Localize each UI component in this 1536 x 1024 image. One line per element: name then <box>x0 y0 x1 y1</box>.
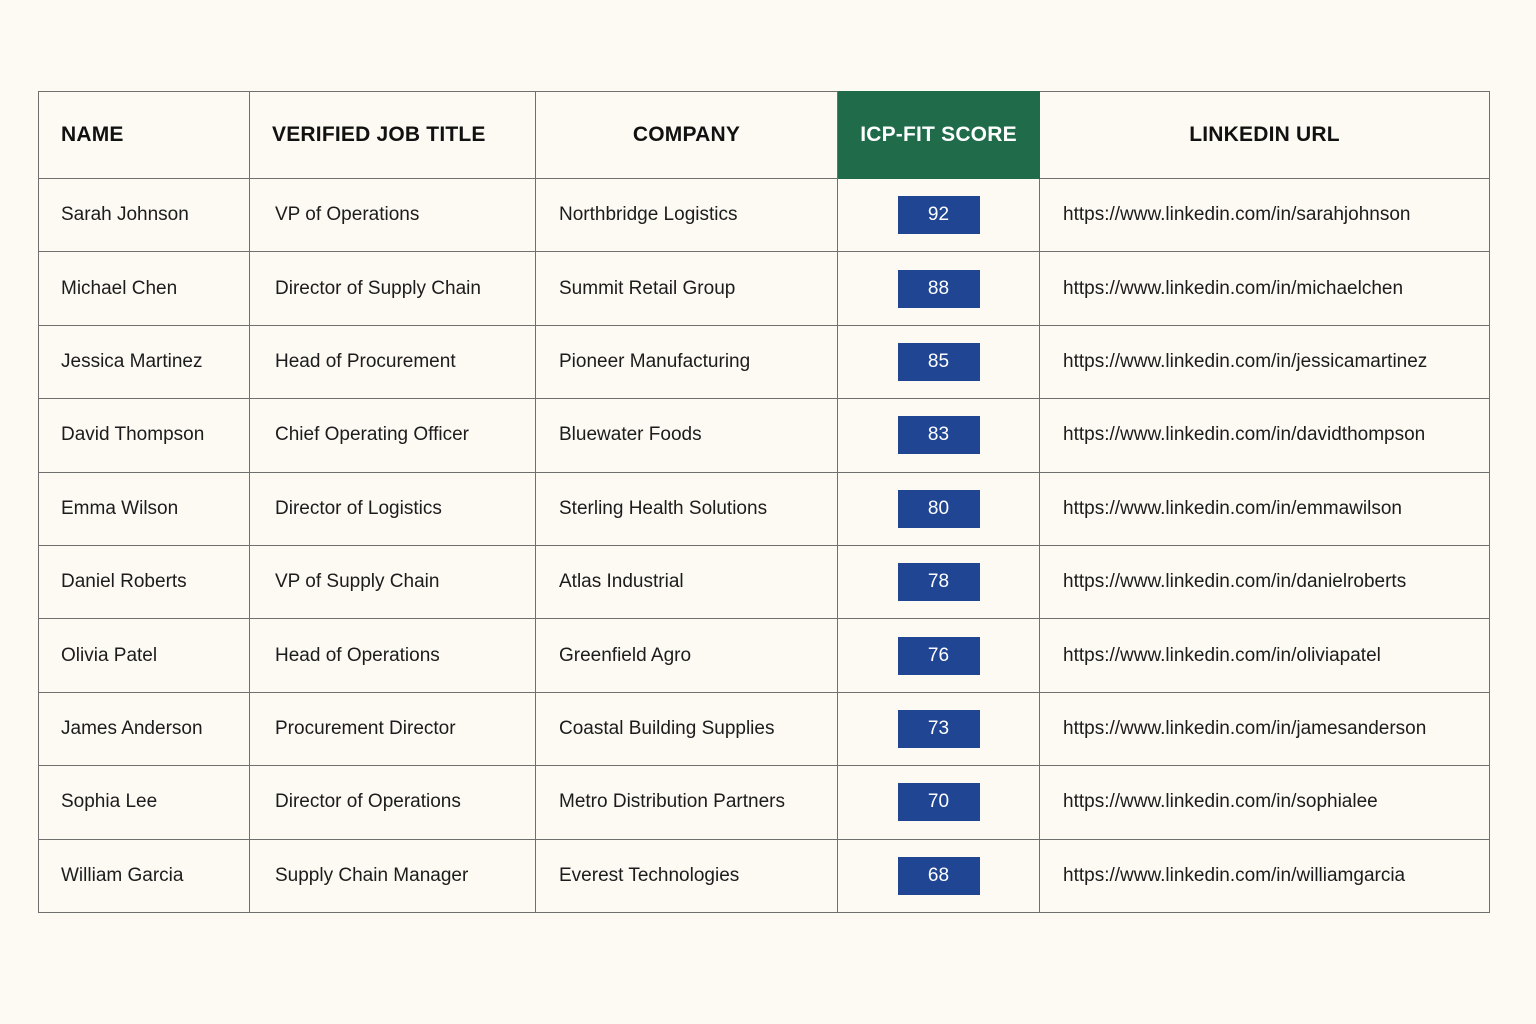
cell-linkedin-url[interactable]: https://www.linkedin.com/in/oliviapatel <box>1040 619 1490 692</box>
score-badge: 70 <box>898 783 980 821</box>
cell-linkedin-url[interactable]: https://www.linkedin.com/in/michaelchen <box>1040 252 1490 325</box>
cell-company: Atlas Industrial <box>536 545 838 618</box>
cell-company: Summit Retail Group <box>536 252 838 325</box>
cell-linkedin-url[interactable]: https://www.linkedin.com/in/jessicamartinez <box>1040 325 1490 398</box>
cell-company: Northbridge Logistics <box>536 179 838 252</box>
table-row <box>39 839 1490 912</box>
cell-linkedin-url[interactable]: https://www.linkedin.com/in/emmawilson <box>1040 472 1490 545</box>
cell-company: Sterling Health Solutions <box>536 472 838 545</box>
cell-job-title: VP of Supply Chain <box>250 545 536 618</box>
cell-job-title: Procurement Director <box>250 692 536 765</box>
score-badge: 80 <box>898 490 980 528</box>
score-badge: 85 <box>898 343 980 381</box>
cell-linkedin-url[interactable]: https://www.linkedin.com/in/jamesanderson <box>1040 692 1490 765</box>
column-header-icp-fit-score[interactable]: ICP-FIT SCORE <box>838 92 1040 179</box>
cell-name: Michael Chen <box>39 252 250 325</box>
cell-name: Sarah Johnson <box>39 179 250 252</box>
score-badge: 68 <box>898 857 980 895</box>
cell-score <box>838 619 1040 692</box>
cell-company: Everest Technologies <box>536 839 838 912</box>
cell-score <box>838 692 1040 765</box>
table-body <box>39 179 1490 913</box>
cell-company: Greenfield Agro <box>536 619 838 692</box>
cell-job-title: Supply Chain Manager <box>250 839 536 912</box>
cell-company: Bluewater Foods <box>536 399 838 472</box>
table-header-row <box>39 92 1490 179</box>
cell-name: Sophia Lee <box>39 766 250 839</box>
cell-score <box>838 545 1040 618</box>
score-badge: 73 <box>898 710 980 748</box>
cell-name: Daniel Roberts <box>39 545 250 618</box>
cell-name: William Garcia <box>39 839 250 912</box>
table-row <box>39 545 1490 618</box>
cell-company: Coastal Building Supplies <box>536 692 838 765</box>
cell-score <box>838 399 1040 472</box>
cell-name: Jessica Martinez <box>39 325 250 398</box>
score-badge: 88 <box>898 270 980 308</box>
cell-name: James Anderson <box>39 692 250 765</box>
cell-job-title: VP of Operations <box>250 179 536 252</box>
cell-name: Olivia Patel <box>39 619 250 692</box>
table-row <box>39 619 1490 692</box>
cell-job-title: Director of Supply Chain <box>250 252 536 325</box>
score-badge: 92 <box>898 196 980 234</box>
cell-name: Emma Wilson <box>39 472 250 545</box>
cell-linkedin-url[interactable]: https://www.linkedin.com/in/sarahjohnson <box>1040 179 1490 252</box>
cell-job-title: Head of Procurement <box>250 325 536 398</box>
table-row <box>39 252 1490 325</box>
table-row <box>39 472 1490 545</box>
table-row <box>39 766 1490 839</box>
score-badge: 83 <box>898 416 980 454</box>
column-header-linkedin-url[interactable]: LINKEDIN URL <box>1040 92 1490 179</box>
score-badge: 78 <box>898 563 980 601</box>
column-header-company[interactable]: COMPANY <box>536 92 838 179</box>
cell-job-title: Director of Logistics <box>250 472 536 545</box>
column-header-name[interactable]: NAME <box>39 92 250 179</box>
cell-score <box>838 766 1040 839</box>
leads-table <box>38 91 1490 913</box>
cell-company: Metro Distribution Partners <box>536 766 838 839</box>
cell-score <box>838 839 1040 912</box>
cell-linkedin-url[interactable]: https://www.linkedin.com/in/sophialee <box>1040 766 1490 839</box>
cell-job-title: Director of Operations <box>250 766 536 839</box>
column-header-job-title[interactable]: VERIFIED JOB TITLE <box>250 92 536 179</box>
cell-score <box>838 252 1040 325</box>
table-row <box>39 399 1490 472</box>
cell-linkedin-url[interactable]: https://www.linkedin.com/in/danielroberts <box>1040 545 1490 618</box>
cell-score <box>838 325 1040 398</box>
leads-table-container <box>38 91 1489 913</box>
table-row <box>39 325 1490 398</box>
cell-score <box>838 472 1040 545</box>
cell-linkedin-url[interactable]: https://www.linkedin.com/in/williamgarcia <box>1040 839 1490 912</box>
table-row <box>39 179 1490 252</box>
cell-score <box>838 179 1040 252</box>
cell-job-title: Head of Operations <box>250 619 536 692</box>
table-row <box>39 692 1490 765</box>
cell-name: David Thompson <box>39 399 250 472</box>
score-badge: 76 <box>898 637 980 675</box>
cell-company: Pioneer Manufacturing <box>536 325 838 398</box>
cell-job-title: Chief Operating Officer <box>250 399 536 472</box>
cell-linkedin-url[interactable]: https://www.linkedin.com/in/davidthompson <box>1040 399 1490 472</box>
